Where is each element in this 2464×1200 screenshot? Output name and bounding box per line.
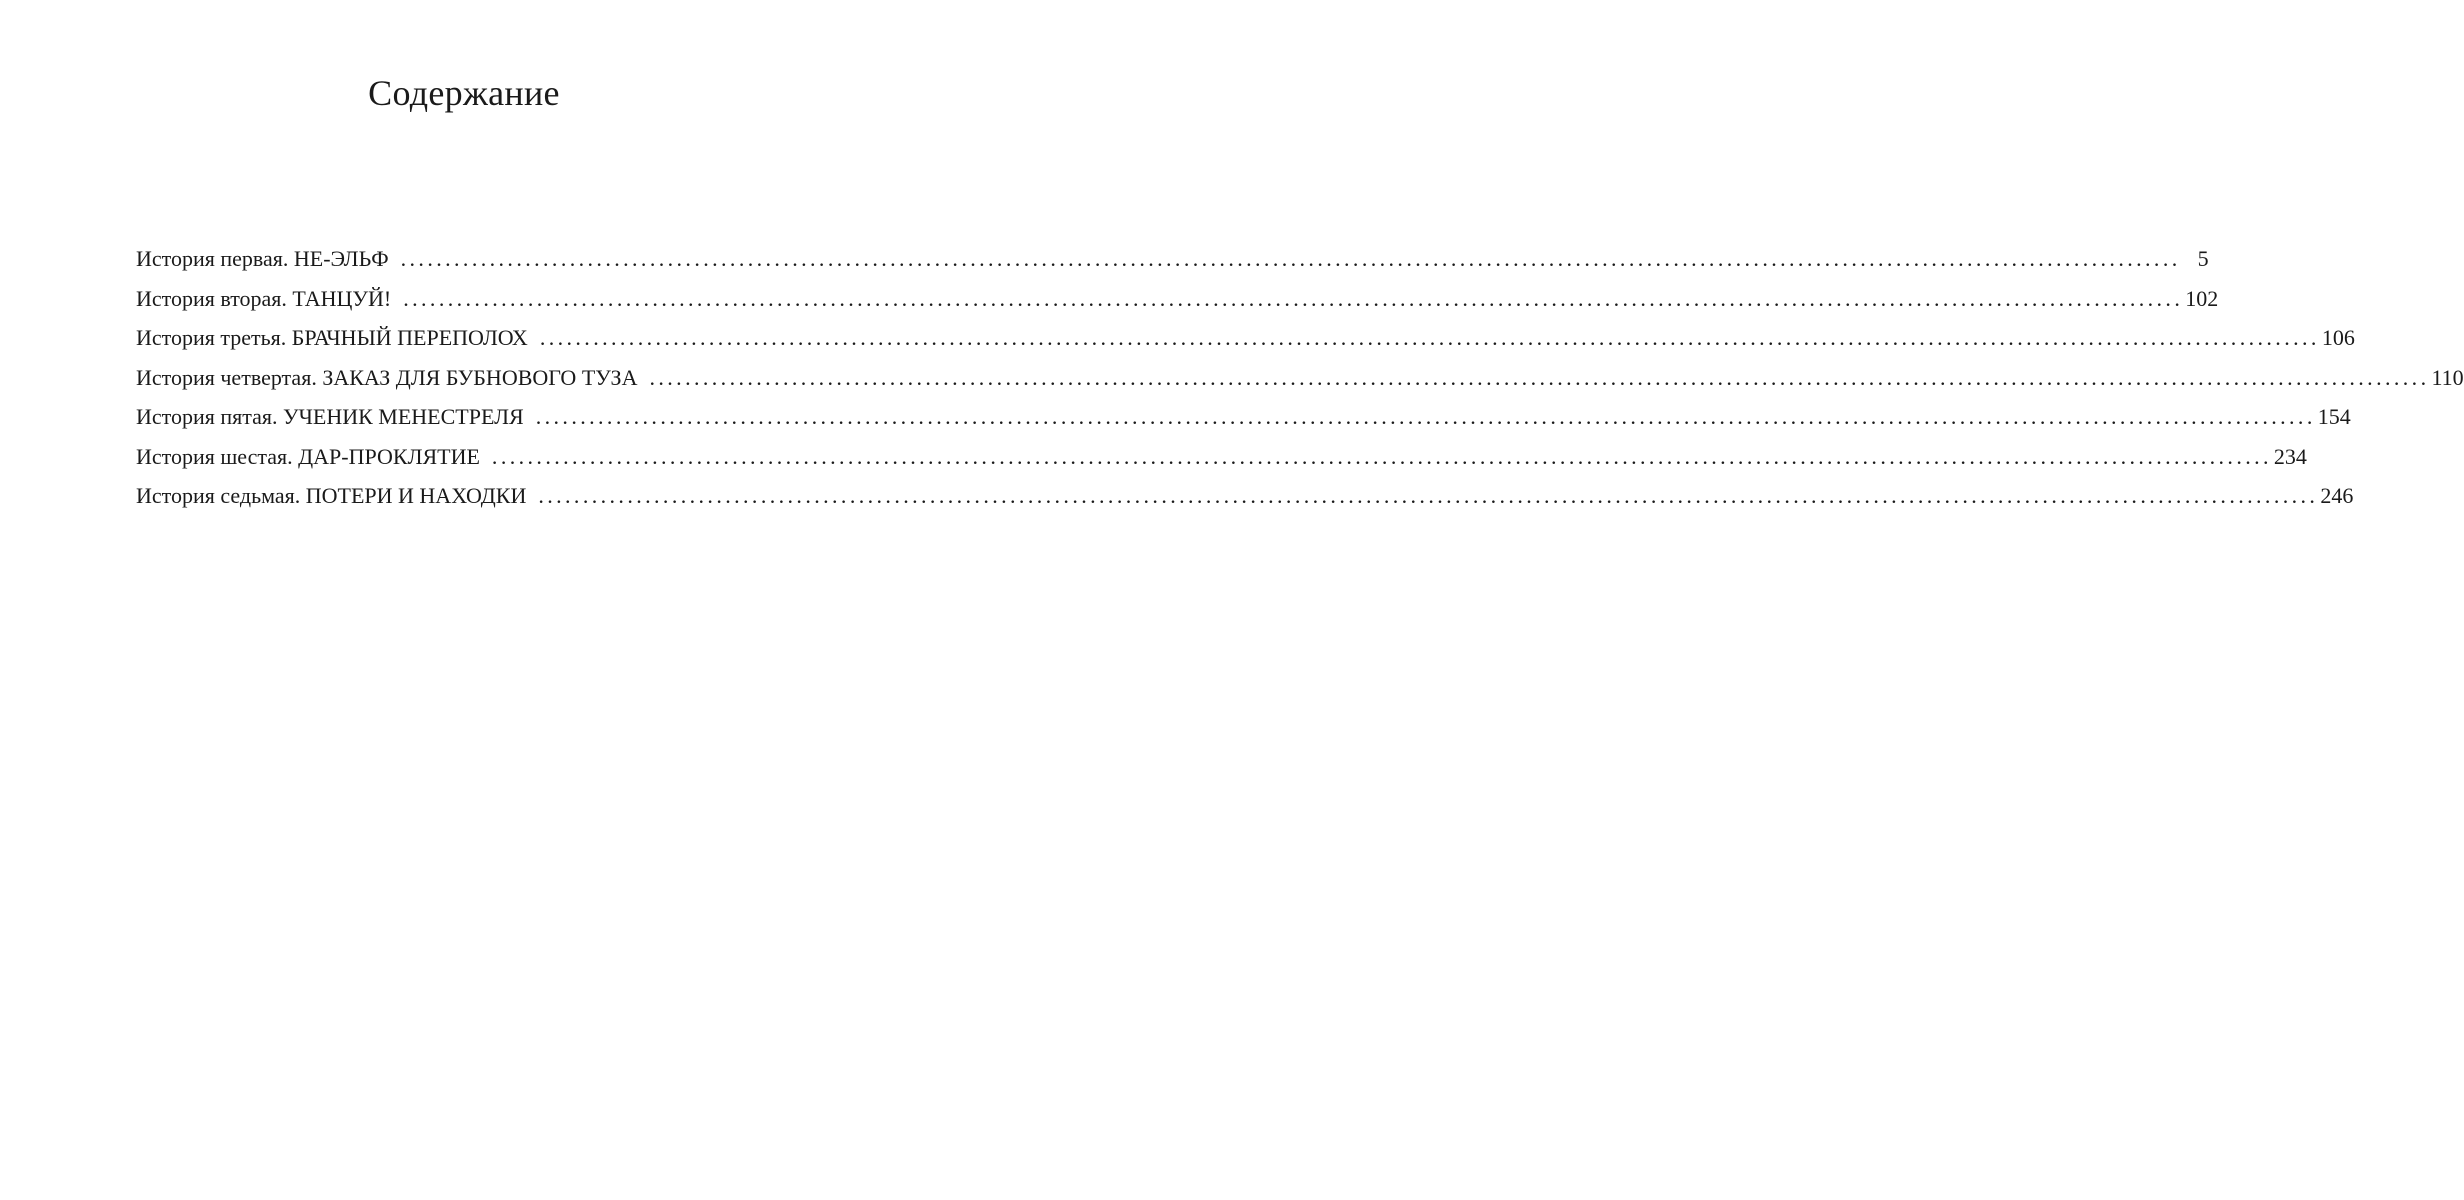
toc-entry-label: История первая. НЕ-ЭЛЬФ [136,246,389,271]
toc-entry-page: 110 [2431,364,2464,390]
toc-entry[interactable] [136,404,2351,444]
toc-entry-page: 246 [2320,483,2354,508]
toc-entry-page: 234 [2273,443,2307,469]
toc-entry-page: 154 [2317,404,2351,429]
dot-leader: ........................................................................................................................................................................................................ [491,443,2272,469]
toc-entry[interactable] [136,483,2354,523]
toc-entry-label: История пятая. УЧЕНИК МЕНЕСТРЕЛЯ [136,404,524,429]
toc-entry-label: История вторая. ТАНЦУЙ! [136,285,392,311]
toc-entry-label: История четвертая. ЗАКАЗ ДЛЯ БУБНОВОГО ТУЗА [136,364,638,390]
toc-entry-label: История шестая. ДАР-ПРОКЛЯТИЕ [136,443,480,469]
toc-entry-label: История третья. БРАЧНЫЙ ПЕРЕПОЛОХ [136,325,528,350]
dot-leader: ........................................................................................................................................................................................................ [400,246,2181,271]
table-of-contents [136,246,2464,523]
dot-leader: ........................................................................................................................................................................................................ [535,404,2316,429]
toc-entry-label: История седьмая. ПОТЕРИ И НАХОДКИ [136,483,527,508]
dot-leader: ........................................................................................................................................................................................................ [538,483,2319,508]
dot-leader: ........................................................................................................................................................................................................ [403,285,2184,311]
toc-entry[interactable] [136,325,2355,365]
toc-entry[interactable] [136,285,2219,326]
toc-entry-page: 5 [2197,246,2209,271]
toc-entry[interactable] [136,364,2464,405]
page-title: Содержание [368,73,560,113]
toc-entry[interactable] [136,246,2209,286]
toc-entry-page: 106 [2321,325,2355,350]
dot-leader: ........................................................................................................................................................................................................ [649,364,2430,390]
toc-entry-page: 102 [2185,285,2219,311]
toc-entry[interactable] [136,443,2307,484]
dot-leader: ........................................................................................................................................................................................................ [539,325,2320,350]
